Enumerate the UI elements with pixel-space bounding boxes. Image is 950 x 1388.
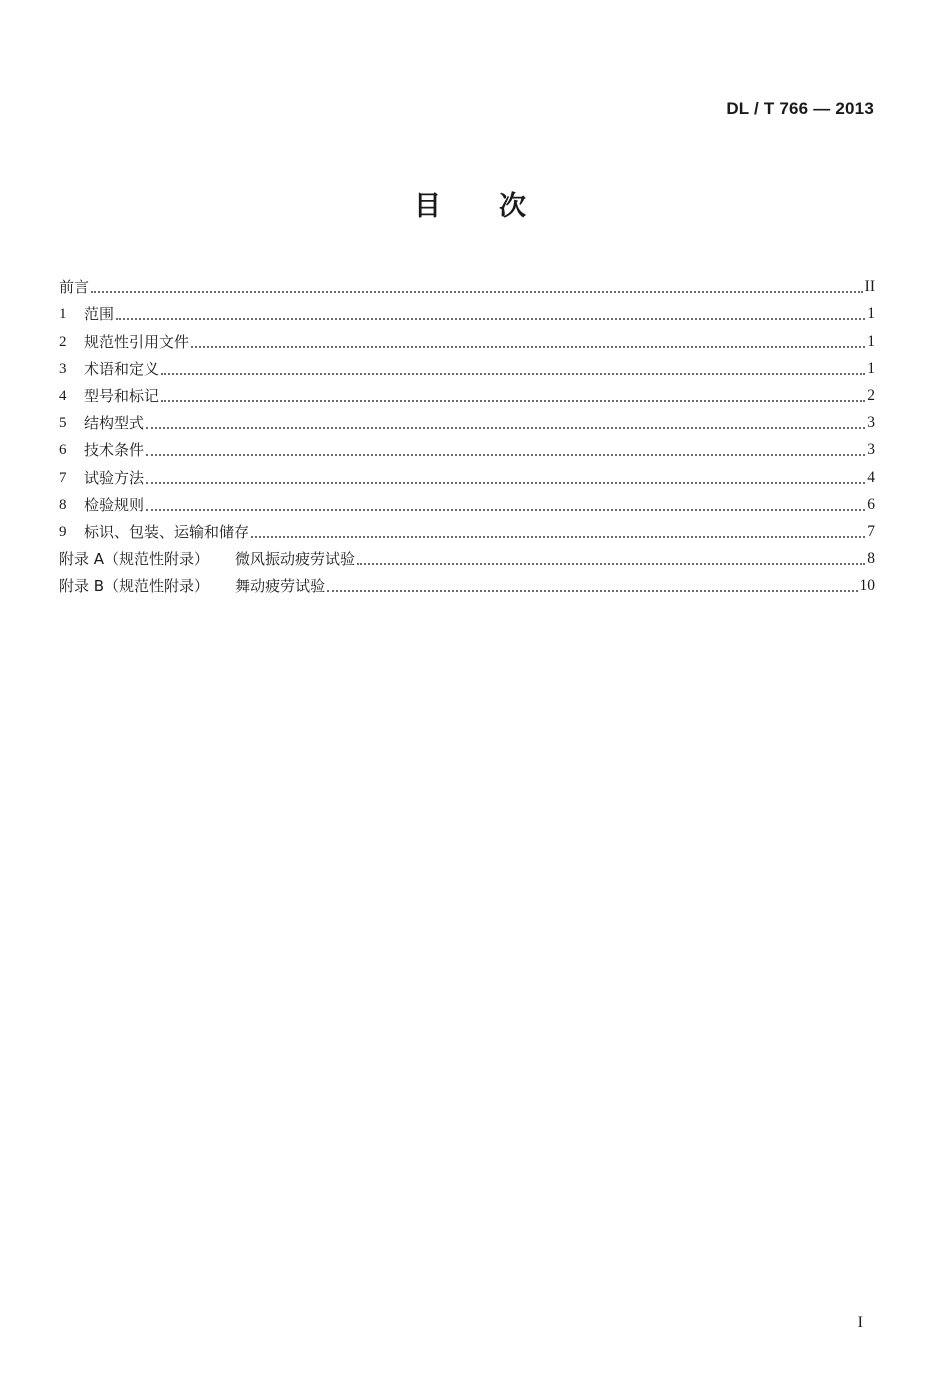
- page-number: I: [857, 1314, 863, 1331]
- toc-entry-number: 8: [59, 496, 67, 513]
- toc-entry[interactable]: [59, 352, 875, 379]
- toc-entry[interactable]: [59, 379, 875, 406]
- toc-entry-number: 4: [59, 387, 67, 404]
- toc-dot-leader: [251, 535, 865, 538]
- toc-entry-page: 8: [867, 550, 875, 568]
- toc-entry-sublabel: 舞动疲劳试验: [235, 577, 326, 596]
- toc-entry-label: 型号和标记: [84, 386, 160, 405]
- toc-entry-page: 2: [867, 386, 875, 404]
- toc-dot-leader: [357, 562, 865, 565]
- toc-entry-label: 检验规则: [84, 495, 145, 514]
- toc-entry[interactable]: [59, 297, 875, 324]
- toc-entry-label: 技术条件: [84, 441, 145, 460]
- toc-entry-page: 3: [867, 414, 875, 432]
- toc-title: 目次: [414, 191, 584, 222]
- toc-entry-label: 试验方法: [84, 468, 145, 487]
- toc-dot-leader: [191, 345, 865, 348]
- toc-entry[interactable]: [59, 488, 875, 515]
- toc-entry-number: 9: [59, 523, 67, 540]
- toc-entry[interactable]: [59, 542, 875, 569]
- toc-entry-label: 标识、包装、运输和储存: [84, 522, 250, 541]
- toc-entry-number: 1: [59, 306, 67, 323]
- toc-entry-page: 1: [867, 359, 875, 377]
- toc-dot-leader: [146, 426, 865, 429]
- toc-dot-leader: [116, 317, 865, 320]
- toc-entry-label: 结构型式: [84, 414, 145, 433]
- toc-entry-label: 前言: [59, 278, 90, 297]
- toc-dot-leader: [146, 508, 865, 511]
- standard-code: DL / T 766 — 2013: [726, 99, 874, 118]
- toc-dot-leader: [146, 453, 865, 456]
- toc-entry-label: 附录 B（规范性附录）: [59, 577, 210, 596]
- toc-entry[interactable]: [59, 324, 875, 351]
- toc-dot-leader: [161, 372, 865, 375]
- toc-entry-number: 6: [59, 442, 67, 459]
- toc-entry[interactable]: [59, 515, 875, 542]
- toc-entry-label: 范围: [84, 305, 115, 324]
- toc-entry-page: 1: [867, 305, 875, 323]
- toc-dot-leader: [91, 290, 863, 293]
- toc-entry-number: 3: [59, 360, 67, 377]
- toc-entry-sublabel: 微风振动疲劳试验: [235, 550, 356, 569]
- toc-entry[interactable]: [59, 433, 875, 460]
- toc-entry-number: 2: [59, 333, 67, 350]
- toc-entry-number: 5: [59, 415, 67, 432]
- toc-dot-leader: [327, 589, 857, 592]
- toc-entry-number: 7: [59, 469, 67, 486]
- toc-entry[interactable]: [59, 569, 875, 596]
- table-of-contents: [59, 270, 875, 596]
- toc-entry-page: 3: [867, 441, 875, 459]
- toc-entry[interactable]: [59, 460, 875, 487]
- toc-entry-page: 6: [867, 495, 875, 513]
- toc-entry-page: 4: [867, 468, 875, 486]
- toc-entry-label: 规范性引用文件: [84, 332, 190, 351]
- toc-entry-label: 附录 A（规范性附录）: [59, 550, 210, 569]
- toc-dot-leader: [161, 399, 865, 402]
- toc-dot-leader: [146, 481, 865, 484]
- toc-entry-page: 7: [867, 522, 875, 540]
- toc-entry[interactable]: [59, 270, 875, 297]
- toc-entry[interactable]: [59, 406, 875, 433]
- toc-entry-label: 术语和定义: [84, 359, 160, 378]
- toc-entry-page: 1: [867, 332, 875, 350]
- toc-entry-page: II: [864, 278, 875, 296]
- toc-entry-page: 10: [859, 577, 875, 595]
